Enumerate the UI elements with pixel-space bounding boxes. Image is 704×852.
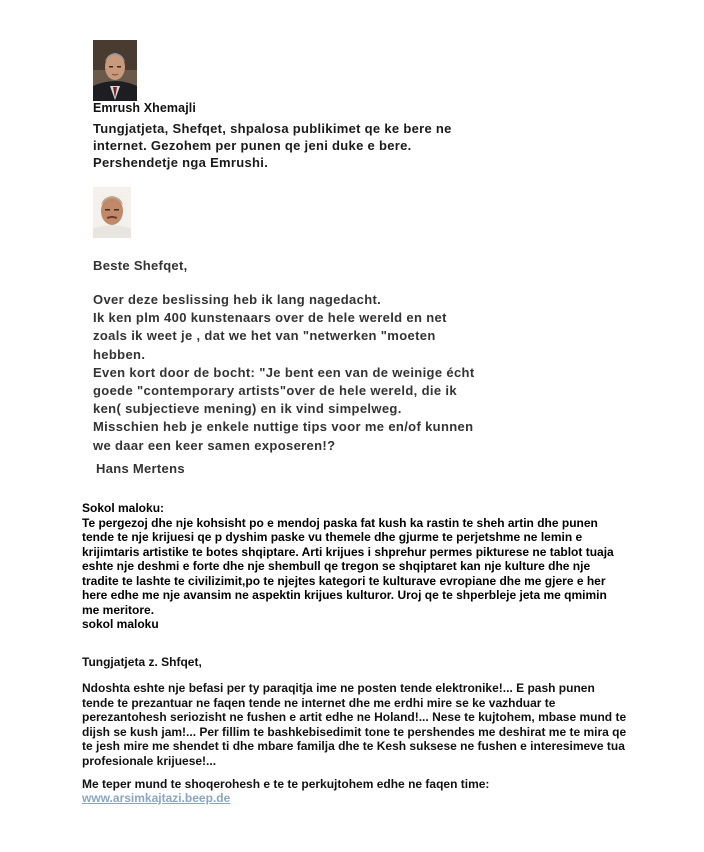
post3-message xyxy=(82,501,614,632)
post2-line: ken( subjectieve mening) en ik vind simpelweg. xyxy=(93,401,402,417)
post1-line: Pershendetje nga Emrushi. xyxy=(93,155,269,170)
post2-line: Misschien heb je enkele nuttige tips voor me en/of kunnen xyxy=(93,419,474,435)
post4-line: te jesh mire me shendet ti dhe mbare familja dhe te Kesh suksese ne fushen e interesimeve tua xyxy=(82,739,625,754)
author-photo-emrush xyxy=(93,40,137,101)
post2-line: Over deze beslissing heb ik lang nagedacht. xyxy=(93,292,382,307)
post4-line: Ndoshta eshte nje befasi per ty paraqitja ime ne posten tende elektronike!... E pash punen xyxy=(82,681,595,695)
website-link[interactable]: www.arsimkajtazi.beep.de xyxy=(82,791,231,805)
post2-line: goede "contemporary artists"over de hele wereld, die ik xyxy=(93,383,457,399)
post1-line: internet. Gezohem per punen qe jeni duke e bere. xyxy=(93,138,412,153)
post2-line: Even kort door de bocht: "Je bent een van de weinige écht xyxy=(93,364,475,380)
post1-line: Tungjatjeta, Shefqet, shpalosa publikimet qe ke bere ne xyxy=(93,121,452,136)
post4-line: profesionale krijuese!... xyxy=(82,753,217,768)
post3-line: krijimtaris artistike te botes shqiptare. Arti krijues i shprehur permes pikturese ne tablot tuaja xyxy=(82,544,614,559)
post3-header: Sokol maloku: xyxy=(82,501,165,515)
post3-line: tradite te lashte te civilizimit,po te njejtes kategori te kulturave evropiane dhe me gjere e her xyxy=(82,573,606,588)
post4-line: dijsh se kush jam!... Per fillim te bashkebisedimit tone te pershendes me deshirat me te mira qe xyxy=(82,724,627,739)
post4-line: tende te prezantuar ne faqen tende ne internet dhe me erdhi mire se ke vazhduar te xyxy=(82,695,556,710)
post1-author: Emrush Xhemajli xyxy=(93,101,196,115)
post2-line: hebben. xyxy=(93,346,146,362)
post4-line: perezantohesh seriozisht ne fushen e artit edhe ne Holand!... Nese te kujtohem, mbase mund te xyxy=(82,710,627,725)
post4-message xyxy=(82,681,626,769)
post2-message xyxy=(93,291,475,455)
post3-line: eshte nje deshmi e forte dhe nje shembull qe tregon se shqiptaret kan nje kulture dhe nje xyxy=(82,559,591,573)
post3-line: tende te nje krijuesi qe p dyshim paske vu themele dhe gjurme te perjetshme ne lemin e xyxy=(82,530,583,544)
author-photo-hans xyxy=(93,187,131,238)
post4-greeting: Tungjatjeta z. Shfqet, xyxy=(82,655,202,669)
post2-line: Ik ken plm 400 kunstenaars over de hele wereld en net xyxy=(93,310,447,326)
post2-greeting: Beste Shefqet, xyxy=(93,258,188,273)
post2-signature: Hans Mertens xyxy=(96,461,185,476)
post3-line: Te pergezoj dhe nje kohsisht po e mendoj paska fat kush ka rastin te sheh artin dhe punen xyxy=(82,515,598,530)
post2-line: we daar een keer samen exposeren!? xyxy=(93,437,336,453)
post4-closing: Me teper mund te shoqerohesh e te te perkujtohem edhe ne faqen time: xyxy=(82,777,490,791)
post3-line: here edhe me nje avansim ne aspektin krijues kulturor. Uroj qe te shperbleje jeta me qmimin xyxy=(82,588,607,602)
post3-line: me meritore. xyxy=(82,602,155,617)
post1-message xyxy=(93,120,452,171)
post3-signature: sokol maloku xyxy=(82,617,159,631)
post2-line: zoals ik weet je , dat we het van "netwerken "moeten xyxy=(93,328,436,344)
